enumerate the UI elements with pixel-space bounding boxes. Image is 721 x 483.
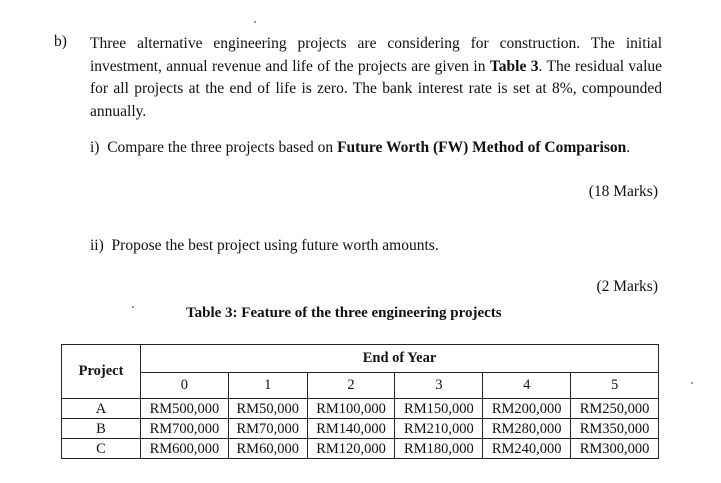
end-of-year-header: End of Year (141, 345, 659, 373)
part-i-text: Compare the three projects based on (107, 139, 338, 156)
part-i-method: Future Worth (FW) Method of Comparison (337, 139, 627, 156)
value-cell: RM500,000 (141, 399, 229, 419)
scan-speck (132, 306, 134, 308)
value-cell: RM600,000 (141, 439, 229, 459)
year-header: 2 (307, 373, 395, 399)
part-i-marks: (18 Marks) (588, 183, 658, 200)
year-header: 3 (395, 373, 483, 399)
year-header-row (62, 373, 659, 399)
part-i (90, 139, 630, 157)
part-ii-text: Propose the best project using future worth amounts. (111, 237, 439, 254)
value-cell: RM150,000 (395, 399, 483, 419)
table-title: Table 3: Feature of the three engineering projects (186, 305, 502, 321)
value-cell: RM120,000 (307, 439, 395, 459)
scan-speck (691, 382, 693, 384)
question-table-reference: Table 3 (489, 57, 539, 75)
value-cell: RM250,000 (571, 399, 659, 419)
project-cell: B (62, 419, 141, 439)
value-cell: RM210,000 (395, 419, 483, 439)
year-header: 1 (228, 373, 307, 399)
scan-speck (254, 21, 256, 23)
project-cell: C (62, 439, 141, 459)
table-row (62, 399, 659, 419)
table-row (62, 439, 659, 459)
value-cell: RM350,000 (571, 419, 659, 439)
project-cell: A (62, 399, 141, 419)
value-cell: RM100,000 (307, 399, 395, 419)
question-label: b) (54, 33, 67, 50)
year-header: 5 (571, 373, 659, 399)
value-cell: RM50,000 (228, 399, 307, 419)
year-header: 0 (141, 373, 229, 399)
question-paragraph (90, 33, 662, 123)
part-ii-label: ii) (90, 237, 104, 254)
value-cell: RM200,000 (483, 399, 571, 419)
part-i-label: i) (90, 139, 100, 156)
value-cell: RM180,000 (395, 439, 483, 459)
value-cell: RM700,000 (141, 419, 229, 439)
year-header: 4 (483, 373, 571, 399)
value-cell: RM280,000 (483, 419, 571, 439)
value-cell: RM140,000 (307, 419, 395, 439)
table-row (62, 419, 659, 439)
value-cell: RM300,000 (571, 439, 659, 459)
part-i-text-end: . (626, 139, 631, 156)
part-ii-marks: (2 Marks) (596, 278, 658, 295)
question-text-start: Three alternative engineering projects are considering for construction. The initial investment, annual revenue and life of the projects are given in (90, 35, 662, 75)
part-ii (90, 237, 439, 255)
value-cell: RM240,000 (483, 439, 571, 459)
question-text-end: . The residual value for all projects at the end of life is zero. The bank interest rate is set at 8%, compounded annually. (90, 57, 663, 120)
value-cell: RM70,000 (228, 419, 307, 439)
projects-table (61, 344, 659, 459)
value-cell: RM60,000 (228, 439, 307, 459)
project-header: Project (62, 345, 141, 399)
